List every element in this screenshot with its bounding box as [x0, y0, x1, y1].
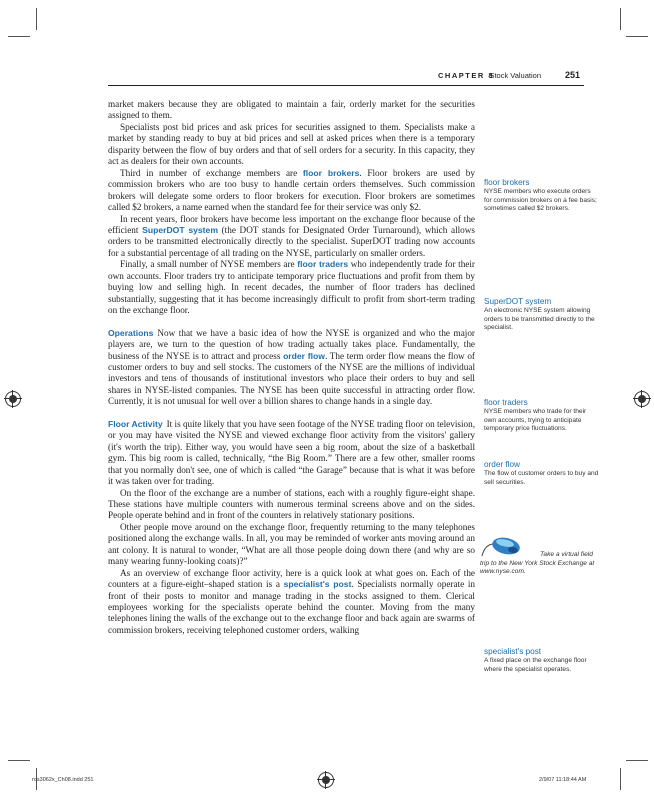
margin-term: specialist's post [484, 647, 542, 656]
paragraph: Specialists post bid prices and ask prices for securities assigned to them. Specialists make a market by standing ready to buy at bid prices and sell at asked prices when there is a temporary disparity between the flow of buy orders and that of sell orders for a security. In this capacity, they act as dealers for their own accounts. [108, 121, 475, 167]
key-term-floor-brokers: floor brokers [302, 167, 360, 178]
paragraph: Other people move around on the exchange floor, frequently returning to the many telephones positioned along the exchange walls. In all, you may be reminded of worker ants moving around an ant colony. It is natural to wonder, “What are all those people doing down there (and why are so many wearing funny-looking coats)?” [108, 521, 475, 567]
crop-mark [620, 768, 621, 790]
body-text [108, 99, 475, 636]
crop-mark [626, 36, 648, 37]
crop-mark [8, 36, 30, 37]
page-number: 251 [564, 70, 580, 80]
key-term-order-flow: order flow [283, 350, 325, 361]
registration-mark-icon [634, 391, 650, 407]
key-term-floor-traders: floor traders [297, 259, 349, 270]
margin-definition-text: An electronic NYSE system allowing orders to be transmitted directly to the specialist. [484, 307, 595, 332]
margin-definition-text: NYSE members who execute orders for commission brokers on a fee basis; sometimes called $2 brokers. [484, 188, 597, 213]
margin-definition-superdot-system [484, 297, 600, 333]
margin-term: floor traders [484, 398, 528, 407]
crop-mark [36, 8, 37, 30]
margin-definition-floor-traders [484, 398, 600, 434]
crop-mark [620, 8, 621, 30]
chapter-title: Stock Valuation [489, 71, 541, 80]
crop-mark [8, 760, 30, 761]
crop-mark [626, 760, 648, 761]
slug-filename: ros3062x_Ch08.indd 251 [32, 777, 94, 783]
paragraph: Third in number of exchange members are floor brokers. Floor brokers are used by commission brokers who are too busy to handle certain orders themselves. Such commission brokers will delegate some orders to floor brokers for execution. Floor brokers are sometimes called $2 brokers, a name earned when the standard fee for their service was only $2. [108, 167, 475, 213]
margin-definition-text: The flow of customer orders to buy and sell securities. [484, 470, 599, 486]
paragraph: Operations Now that we have a basic idea of how the NYSE is organized and who the major players are, we turn to the question of how trading actually takes place. Fundamentally, the business of the NYSE is to attract and process order flow. The term order flow means the flow of customer orders to buy and sell stocks. The customers of the NYSE are the millions of individual investors and tens of thousands of institutional investors who place their orders to buy and sell shares in NYSE-listed companies. The NYSE has been quite successful in attracting order flow. Currently, it is not unusual for well over a billion shares to change hands in a single day. [108, 327, 475, 407]
margin-term: floor brokers [484, 178, 530, 187]
key-term-superdot-system: SuperDOT system [142, 224, 218, 235]
margin-term: SuperDOT system [484, 297, 552, 306]
paragraph: In recent years, floor brokers have become less important on the exchange floor because of the efficient SuperDOT system (the DOT stands for Designated Order Turnaround), which allows orders to be transmitted electronically directly to the specialist. SuperDOT trading now accounts for a substantial percentage of all trading on the NYSE, particularly on smaller orders. [108, 213, 475, 258]
paragraph: Finally, a small number of NYSE members are floor traders who independently trade for their own accounts. Floor traders try to anticipate temporary price fluctuations and profit from them by buying low and selling high. In recent decades, the number of floor traders has declined substantially, suggesting that it has become increasingly difficult to profit from short-term trading on the exchange floor. [108, 259, 475, 316]
margin-definition-floor-brokers [484, 178, 600, 214]
paragraph: On the floor of the exchange are a number of stations, each with a roughly figure-eight shape. These stations have multiple counters with numerous terminal screens above and on the sides. People operate behind and in front of the counters in relatively stationary positions. [108, 487, 475, 521]
margin-definition-text: NYSE members who trade for their own accounts, trying to anticipate temporary price fluctuations. [484, 408, 587, 433]
running-header [108, 70, 584, 84]
section-heading-floor-activity: Floor Activity [108, 418, 163, 429]
section-heading-operations: Operations [108, 327, 154, 338]
margin-definition-specialists-post [484, 647, 600, 674]
paragraph: market makers because they are obligated to maintain a fair, orderly market for the securities assigned to them. [108, 99, 475, 121]
margin-term: order flow [484, 460, 520, 469]
registration-mark-icon [5, 391, 21, 407]
chapter-label: CHAPTER 8 [437, 71, 494, 80]
header-rule [108, 85, 584, 86]
slug-timestamp: 2/9/07 11:18:44 AM [539, 777, 587, 783]
key-term-specialists-post: specialist's post [283, 579, 352, 590]
web-note-text: Take a virtual field trip to the New York Stock Exchange at www.nyse.com. [480, 551, 595, 576]
paragraph: Floor Activity It is quite likely that you have seen footage of the NYSE trading floor on television, or you may have visited the NYSE and viewed exchange floor activity from the visitors' gallery (it's worth the trip). Either way, you would have seen a big room, about the size of a basketball gym. This big room is called, technically, “the Big Room.” There are a few other, smaller rooms that you normally don't see, one of which is called “the Garage” because that is what it was before it was taken over for trading. [108, 418, 475, 487]
paragraph: As an overview of exchange floor activity, here is a quick look at what goes on. Each of the counters at a figure-eight–shaped station is a specialist's post. Specialists normally operate in front of their posts to monitor and manage trading in the stocks assigned to them. Clerical employees working for the specialists operate behind the counter. Moving from the many telephones lining the walls of the exchange out to the exchange floor and back again are swarms of commission brokers, receiving telephoned customer orders, walking [108, 567, 475, 635]
registration-mark-icon [318, 772, 334, 788]
margin-definition-text: A fixed place on the exchange floor where the specialist operates. [484, 657, 587, 673]
margin-definition-order-flow [484, 460, 600, 487]
